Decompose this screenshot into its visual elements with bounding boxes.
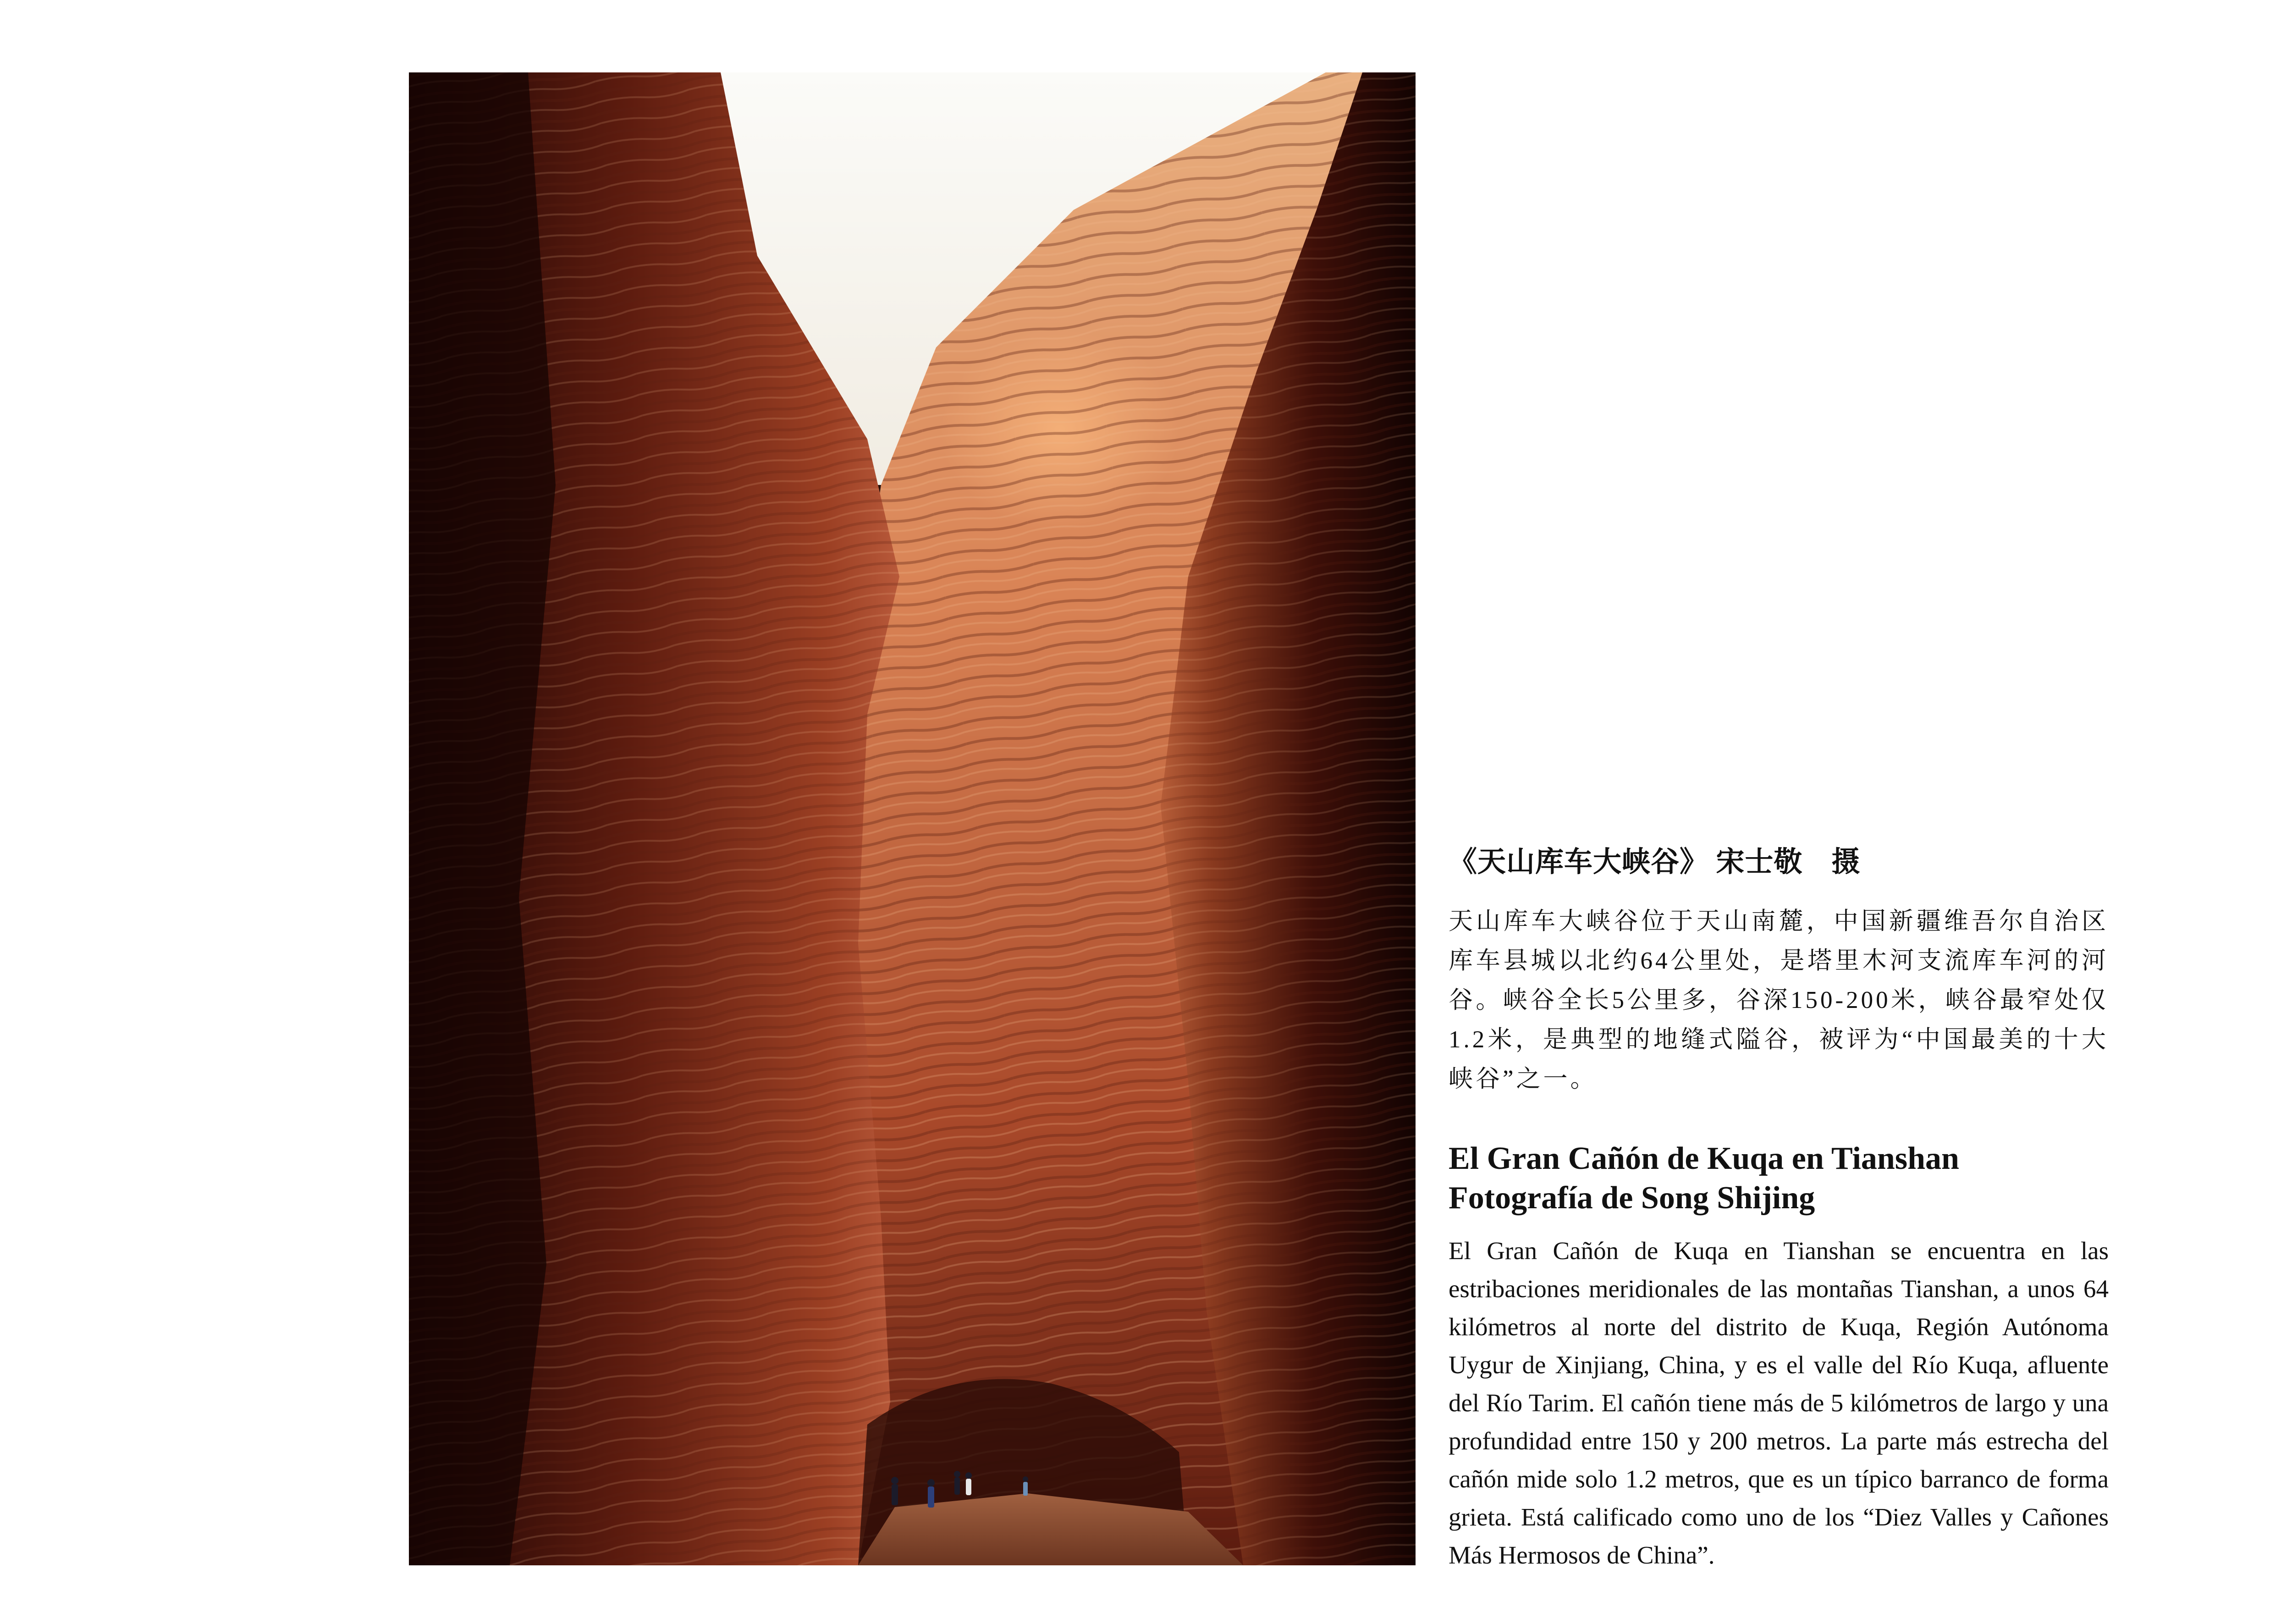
- canyon-photo-illustration: [409, 72, 1416, 1565]
- spanish-photographer-credit: Fotografía de Song Shijing: [1449, 1180, 1815, 1216]
- spanish-title: El Gran Cañón de Kuqa en Tianshan: [1449, 1141, 1959, 1176]
- chinese-description: 天山库车大峡谷位于天山南麓，中国新疆维吾尔自治区库车县城以北约64公里处，是塔里木河支流库车河的河谷。峡谷全长5公里多，谷深150-200米，峡谷最窄处仅1.2米，是典型的地缝式隘谷，被评为“中国最美的十大峡谷”之一。: [1449, 908, 2109, 1092]
- chinese-title: 《天山库车大峡谷》 宋士敬 摄: [1449, 847, 1861, 878]
- canyon-photo: [409, 72, 1416, 1565]
- photo-caption: [1449, 839, 2109, 1574]
- spanish-description: El Gran Cañón de Kuqa en Tianshan se encuentra en las estribaciones meridionales de las montañas Tianshan, a unos 64 kilómetros al norte del distrito de Kuqa, Región Autónoma Uygur de Xinjiang, China, y es el valle del Río Kuqa, afluente del Río Tarim. El cañón tiene más de 5 kilómetros de largo y una profundidad entre 150 y 200 metros. La parte más estrecha del cañón mide solo 1.2 metros, que es un típico barranco de forma grieta. Está calificado como uno de los “Diez Valles y Cañones Más Hermosos de China”.: [1449, 1237, 2109, 1569]
